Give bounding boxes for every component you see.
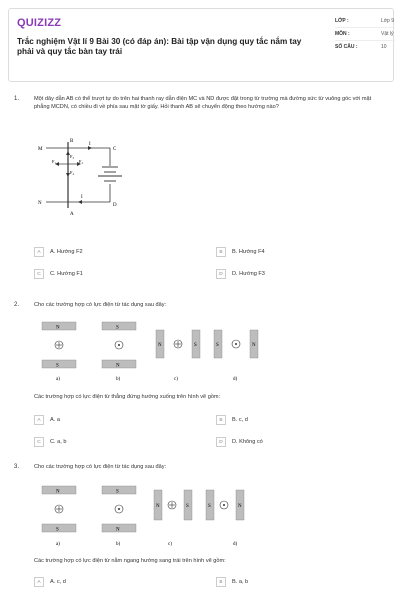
question-3 [14, 464, 390, 598]
label-i-top: I [89, 142, 91, 147]
magnet-pole [102, 322, 136, 330]
case-label: b) [116, 542, 121, 547]
pole-label: N [56, 489, 60, 495]
label-f1: F₁ [52, 159, 57, 164]
pole-label: S [186, 504, 189, 509]
pole-label: N [238, 504, 242, 509]
question-1 [14, 96, 390, 296]
option-text: A. Hướng F2 [50, 249, 83, 255]
case-label: a) [56, 377, 60, 382]
magnet-pole [42, 360, 76, 368]
meta-key: MÔN : [335, 31, 350, 37]
option-letter: A [34, 247, 44, 257]
meta-count [335, 41, 395, 53]
pole-label: S [116, 325, 119, 331]
meta-key: LỚP : [335, 18, 349, 24]
option-text: A. a [50, 417, 60, 423]
option-letter: D [216, 437, 226, 447]
question-text: Cho các trường hợp có lực điện từ tác dụng sau đây: [34, 302, 167, 308]
label-f3: F₃ [70, 154, 75, 159]
current-arrow [78, 200, 82, 204]
label-b: B [70, 139, 74, 144]
pole-label: S [216, 343, 219, 348]
option-letter: C [34, 437, 44, 447]
label-n: N [38, 201, 42, 206]
option-letter: C [34, 269, 44, 279]
option-c[interactable] [34, 436, 204, 448]
pole-label: N [158, 343, 162, 348]
option-text: A. c, d [50, 579, 66, 585]
option-text: D. Không có [232, 439, 263, 445]
pole-label: S [56, 527, 59, 533]
option-d[interactable] [216, 268, 386, 280]
meta-value: 10 [381, 44, 387, 50]
option-letter: D [216, 269, 226, 279]
case-label: c) [174, 377, 178, 382]
label-m: M [38, 147, 43, 152]
meta-value: Lớp 9 [381, 18, 395, 24]
question-number: 2. [14, 302, 20, 308]
option-c[interactable] [34, 268, 204, 280]
pole-label: N [252, 343, 256, 348]
magnet-figure-q3 [38, 480, 278, 550]
question-text: Cho các trường hợp có lực điện từ tác dụng sau đây: [34, 464, 167, 470]
option-text: B. a, b [232, 579, 249, 585]
option-b[interactable] [216, 576, 386, 588]
quiz-header [8, 8, 394, 82]
pole-label: S [116, 489, 119, 495]
option-d[interactable] [216, 436, 386, 448]
label-f2: F₂ [79, 159, 84, 164]
label-c: C [113, 147, 117, 152]
meta-value: Vật lý [381, 31, 394, 37]
pole-label: S [208, 504, 211, 509]
pole-label: N [156, 504, 160, 509]
magnet-pole [42, 524, 76, 532]
question-subtext: Các trường hợp có lực điện từ nằm ngang hướng sang trái trên hình vẽ gồm: [34, 558, 226, 564]
option-letter: B [216, 415, 226, 425]
option-b[interactable] [216, 414, 386, 426]
page-title: Trắc nghiệm Vật lí 9 Bài 30 (có đáp án): Bài tập vận dụng quy tắc nắm tay phải và quy tắc bàn tay trái [17, 37, 302, 56]
quiz-meta [335, 15, 395, 53]
label-a: A [70, 212, 74, 216]
label-i-bottom: I [81, 195, 83, 200]
option-b[interactable] [216, 246, 386, 258]
option-a[interactable] [34, 246, 204, 258]
case-label: d) [233, 542, 238, 547]
pole-label: N [116, 363, 120, 369]
case-label: d) [233, 377, 238, 382]
option-text: B. c, d [232, 417, 248, 423]
case-label: c) [168, 542, 172, 547]
meta-subject [335, 28, 395, 41]
option-text: D. Hướng F3 [232, 271, 265, 277]
option-letter: A [34, 577, 44, 587]
option-letter: A [34, 415, 44, 425]
magnet-pole [102, 486, 136, 494]
question-number: 1. [14, 96, 20, 102]
case-label: b) [116, 377, 121, 382]
option-a[interactable] [34, 414, 204, 426]
pole-label: S [194, 343, 197, 348]
question-2 [14, 302, 390, 462]
option-text: C. Hướng F1 [50, 271, 83, 277]
option-text: B. Hướng F4 [232, 249, 265, 255]
label-f4: F₄ [70, 170, 75, 175]
pole-label: N [116, 527, 120, 533]
meta-grade [335, 15, 395, 28]
question-number: 3. [14, 464, 20, 470]
pole-label: S [56, 363, 59, 369]
pole-label: N [56, 325, 60, 331]
question-text: Một dây dẫn AB có thể trượt tự do trên hai thanh ray dẫn điện MC và ND được đặt trong từ trường mà đường sức từ vuông góc với mặt phẳng MCDN, có chiều đi về phía sau mặt tờ giấy. Hỏi thanh AB sẽ chuyển động theo hướng nào? [34, 96, 372, 110]
magnet-figure-q2 [38, 318, 278, 384]
case-label: a) [56, 542, 60, 547]
option-letter: B [216, 247, 226, 257]
option-text: C. a, b [50, 439, 67, 445]
question-subtext: Các trường hợp có lực điện từ thẳng đứng hướng xuống trên hình vẽ gồm: [34, 394, 221, 400]
option-a[interactable] [34, 576, 204, 588]
meta-key: SỐ CÂU : [335, 44, 358, 50]
label-d: D [113, 203, 117, 208]
rail-circuit-figure [36, 136, 146, 216]
option-letter: B [216, 577, 226, 587]
quizizz-logo: QUIZIZZ [17, 17, 62, 29]
